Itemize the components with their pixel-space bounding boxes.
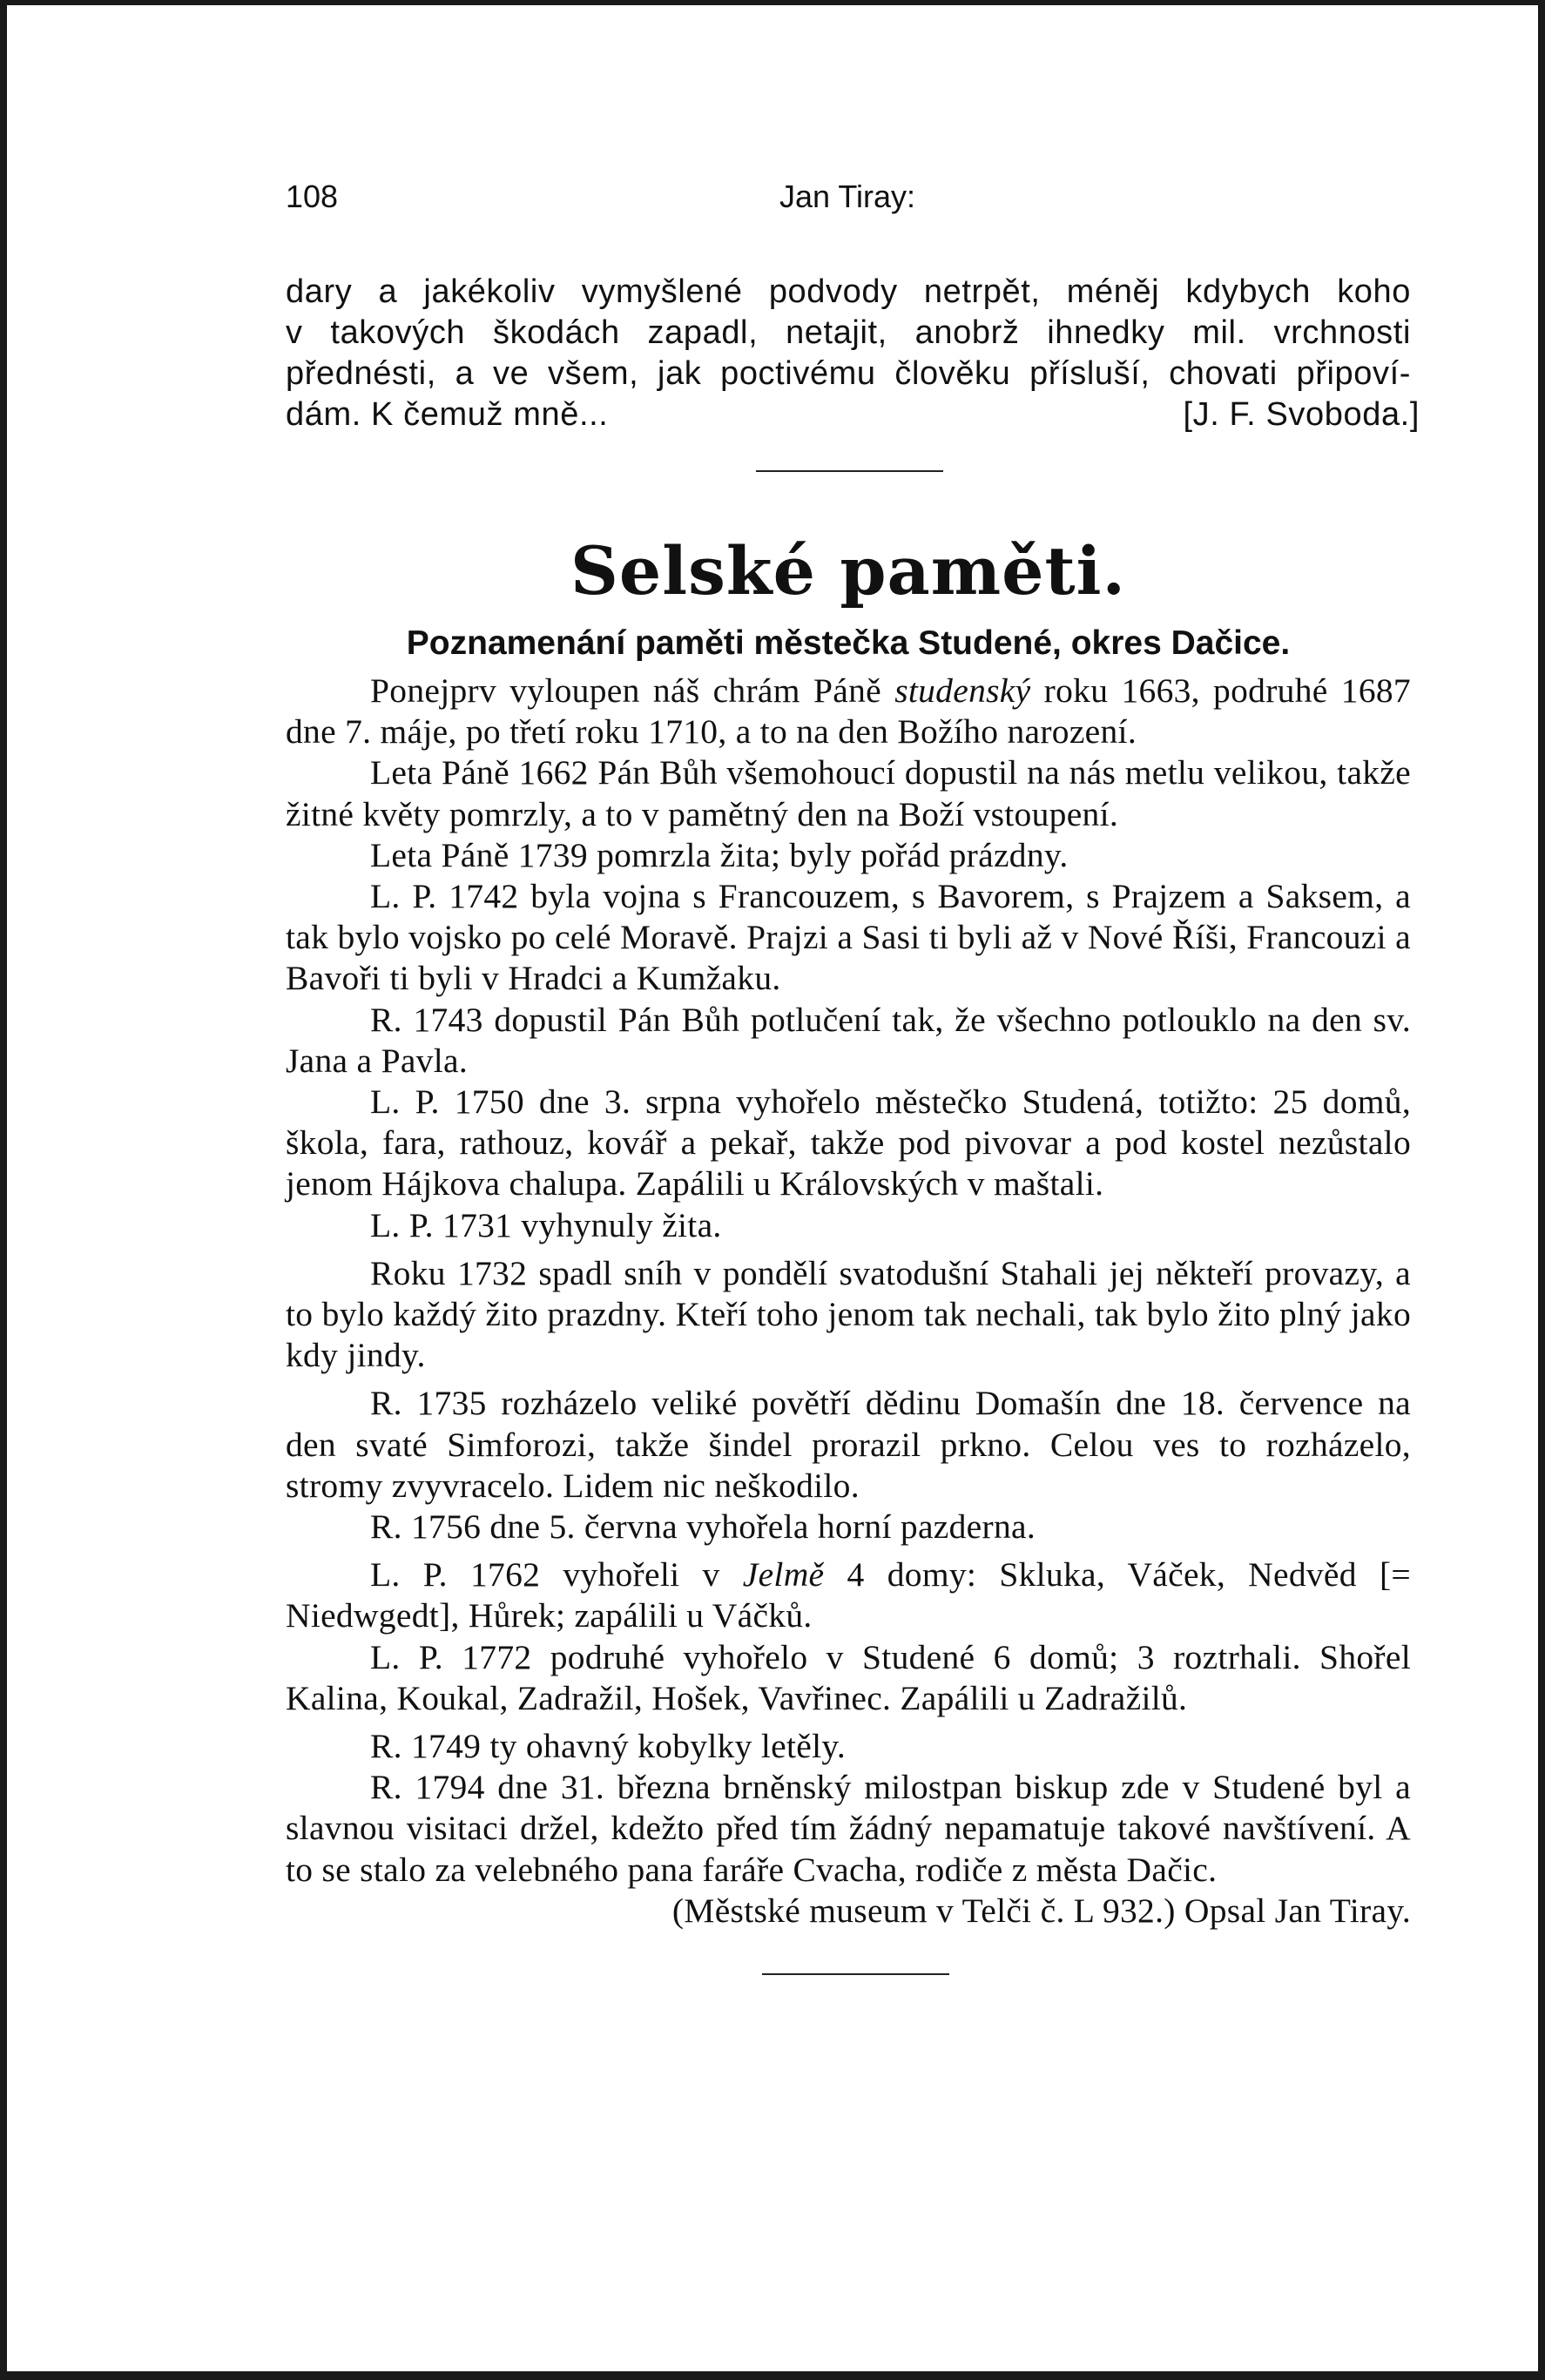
article-title: Selské paměti. xyxy=(570,532,1126,610)
paragraph xyxy=(286,1554,1411,1636)
page-header xyxy=(286,179,1409,222)
article-subtitle: Poznamenání paměti městečka Studené, okres Dačice. xyxy=(406,624,1291,662)
paragraph-text: Ponejprv vyloupen náš chrám Páně xyxy=(370,671,895,710)
text-line: v takových škodách zapadl, netajit, anobrž ihnedky mil. vrchnosti xyxy=(286,314,1411,351)
signature-line xyxy=(286,394,1420,435)
running-head: Jan Tiray: xyxy=(779,179,916,214)
paragraph: L. P. 1731 vyhynuly žita. xyxy=(370,1205,722,1244)
paragraph: R. 1749 ty ohavný kobylky letěly. xyxy=(370,1727,847,1766)
text-line: dám. K čemuž mně... xyxy=(286,396,609,433)
italic-term: Jelmě xyxy=(742,1555,825,1595)
paragraph: R. 1735 rozházelo veliké povětří dědinu Domašín dne 18. července na den svaté Simforozi, takže šindel prorazil prkno. Celou ves to rozházelo, stromy zvyvracelo. Lidem nic neškodilo. xyxy=(286,1384,1411,1505)
paragraph: Leta Páně 1739 pomrzla žita; byly pořád prázdny. xyxy=(370,835,1069,874)
paragraph-text: roku 1663, podruhé 1687 dne 7. máje, po třetí roku 1710, a to na den Božího narození. xyxy=(286,671,1411,752)
paragraph: L. P. 1742 byla vojna s Francouzem, s Bavorem, s Prajzem a Saksem, a tak bylo vojsko po celé Moravě. Prajzi a Sasi ti byli až v Nové Říši, Francouzi a Bavoři ti byli v Hradci a Kumžaku. xyxy=(286,877,1411,998)
page-content xyxy=(286,272,1420,1975)
article-body xyxy=(286,671,1411,1891)
paragraph: Roku 1732 spadl sníh v pondělí svatodušní Stahali jej někteří provazy, a to bylo každý žito prazdny. Kteří toho jenom tak nechali, tak bylo žito plný jako kdy jindy. xyxy=(286,1253,1411,1375)
signature: [J. F. Svoboda.] xyxy=(1183,396,1420,433)
previous-article-tail xyxy=(286,272,1420,435)
page-number: 108 xyxy=(286,179,339,214)
paragraph: L. P. 1772 podruhé vyhořelo v Studené 6 domů; 3 roztrhali. Shořel Kalina, Koukal, Zadražil, Hošek, Vavřinec. Zapálili u Zadražilů. xyxy=(286,1637,1411,1717)
section-divider xyxy=(756,470,943,472)
paragraph: L. P. 1750 dne 3. srpna vyhořelo městečko Studená, totižto: 25 domů, škola, fara, rathouz, kovář a pekař, takže pod pivovar a pod kostel nezůstalo jenom Hájkova chalupa. Zapálili u Královských v maštali. xyxy=(286,1082,1411,1203)
text-line: přednésti, a ve všem, jak poctivému člověku přísluší, chovati připoví- xyxy=(286,355,1411,392)
paragraph: Leta Páně 1662 Pán Bůh všemohoucí dopustil na nás metlu velikou, takže žitné květy pomrzly, a to v pamětný den na Boží vstoupení. xyxy=(286,753,1411,833)
italic-term: studenský xyxy=(894,671,1031,710)
paragraph-text: 4 domy: Skluka, Váček, Nedvěd [= Niedwgedt], Hůrek; zapálili u Váčků. xyxy=(286,1555,1411,1635)
paragraph: R. 1794 dne 31. března brněnský milostpan biskup zde v Studené byl a slavnou visitaci držel, kdežto před tím žádný nepamatuje takové navštívení. A to se stalo za velebného pana faráře Cvacha, rodiče z města Dačic. xyxy=(286,1768,1411,1889)
paragraph: R. 1743 dopustil Pán Bůh potlučení tak, že všechno potlouklo na den sv. Jana a Pavla. xyxy=(286,1000,1411,1080)
paragraph-text: L. P. 1762 vyhořeli v xyxy=(370,1555,743,1595)
paragraph xyxy=(286,671,1411,752)
paragraph: R. 1756 dne 5. června vyhořela horní pazderna. xyxy=(370,1507,1036,1547)
text-line: dary a jakékoliv vymyšlené podvody netrpět, méněj kdybych koho xyxy=(286,273,1411,310)
end-divider xyxy=(762,1973,949,1975)
source-note: (Městské museum v Telči č. L 932.) Opsal Jan Tiray. xyxy=(671,1891,1411,1930)
